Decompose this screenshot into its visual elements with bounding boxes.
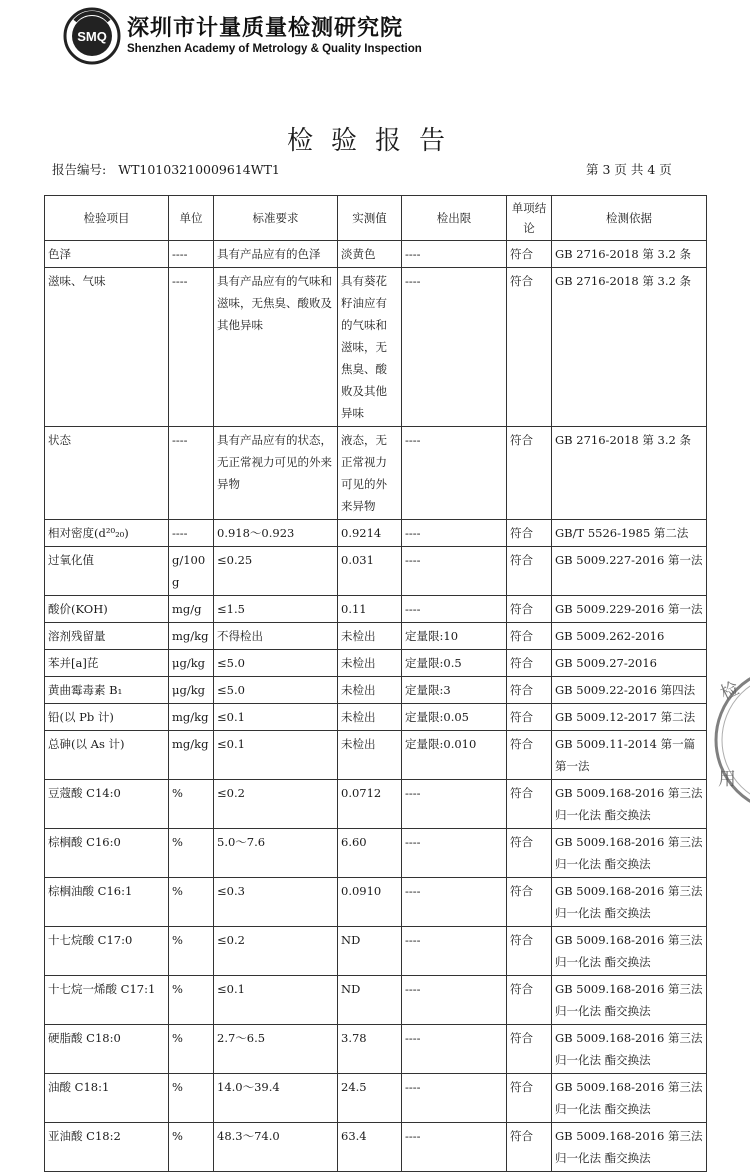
cell-measured: 3.78 (338, 1025, 402, 1074)
cell-measured: 淡黄色 (338, 241, 402, 268)
cell-item: 铅(以 Pb 计) (45, 704, 169, 731)
cell-limit: ---- (402, 1074, 507, 1123)
table-row (45, 927, 707, 976)
cell-basis: GB 2716-2018 第 3.2 条 (552, 241, 707, 268)
inspection-table (44, 195, 707, 1172)
org-name-en: Shenzhen Academy of Metrology & Quality Inspection (127, 43, 422, 55)
cell-limit: ---- (402, 976, 507, 1025)
cell-unit: % (169, 927, 214, 976)
page-indicator: 第 3 页 共 4 页 (586, 162, 672, 177)
cell-limit: ---- (402, 829, 507, 878)
cell-conclusion: 符合 (507, 829, 552, 878)
table-row (45, 520, 707, 547)
cell-conclusion: 符合 (507, 427, 552, 520)
cell-measured: 未检出 (338, 731, 402, 780)
table-row (45, 241, 707, 268)
org-logo (63, 6, 422, 66)
cell-item: 豆蔻酸 C14:0 (45, 780, 169, 829)
cell-basis: GB 5009.168-2016 第三法 归一化法 酯交换法 (552, 927, 707, 976)
cell-limit: 定量限:0.5 (402, 650, 507, 677)
report-number-value: WT10103210009614WT1 (118, 162, 280, 177)
cell-item: 苯并[a]芘 (45, 650, 169, 677)
cell-conclusion: 符合 (507, 704, 552, 731)
logo-abbr: SMQ (77, 29, 107, 44)
cell-basis: GB 2716-2018 第 3.2 条 (552, 268, 707, 427)
cell-item: 相对密度(d²⁰₂₀) (45, 520, 169, 547)
cell-basis: GB 5009.11-2014 第一篇 第一法 (552, 731, 707, 780)
cell-measured: 未检出 (338, 677, 402, 704)
cell-limit: 定量限:3 (402, 677, 507, 704)
table-row (45, 780, 707, 829)
cell-conclusion: 符合 (507, 731, 552, 780)
report-number (52, 160, 280, 178)
cell-unit: % (169, 780, 214, 829)
cell-item: 棕榈油酸 C16:1 (45, 878, 169, 927)
table-row (45, 731, 707, 780)
cell-measured: 24.5 (338, 1074, 402, 1123)
col-header-conclusion: 单项结论 (507, 196, 552, 241)
cell-measured: 0.0910 (338, 878, 402, 927)
report-number-label: 报告编号: (52, 162, 107, 177)
cell-requirement: ≤0.2 (214, 780, 338, 829)
table-row (45, 829, 707, 878)
col-header-basis: 检测依据 (552, 196, 707, 241)
cell-requirement: 具有产品应有的色泽 (214, 241, 338, 268)
cell-basis: GB 5009.168-2016 第三法 归一化法 酯交换法 (552, 829, 707, 878)
cell-unit: μg/kg (169, 650, 214, 677)
table-row (45, 650, 707, 677)
cell-requirement: 具有产品应有的气味和滋味，无焦臭、酸败及其他异味 (214, 268, 338, 427)
table-row (45, 677, 707, 704)
cell-item: 总砷(以 As 计) (45, 731, 169, 780)
cell-requirement: ≤0.1 (214, 704, 338, 731)
cell-basis: GB 5009.227-2016 第一法 (552, 547, 707, 596)
page-title: 检验报告 (286, 126, 463, 156)
cell-measured: 未检出 (338, 623, 402, 650)
cell-unit: % (169, 976, 214, 1025)
cell-item: 亚油酸 C18:2 (45, 1123, 169, 1172)
org-name-cn: 深圳市计量质量检测研究院 (127, 16, 404, 41)
cell-unit: % (169, 829, 214, 878)
col-header-requirement: 标准要求 (214, 196, 338, 241)
cell-limit: ---- (402, 268, 507, 427)
cell-measured: 未检出 (338, 650, 402, 677)
cell-requirement: 2.7～6.5 (214, 1025, 338, 1074)
table-row (45, 1025, 707, 1074)
cell-conclusion: 符合 (507, 241, 552, 268)
table-row (45, 976, 707, 1025)
table-row (45, 1123, 707, 1172)
cell-measured: 6.60 (338, 829, 402, 878)
cell-basis: GB 5009.168-2016 第三法 归一化法 酯交换法 (552, 976, 707, 1025)
cell-limit: ---- (402, 520, 507, 547)
cell-limit: 定量限:10 (402, 623, 507, 650)
cell-requirement: ≤0.25 (214, 547, 338, 596)
cell-basis: GB 5009.262-2016 (552, 623, 707, 650)
cell-basis: GB 5009.168-2016 第三法 归一化法 酯交换法 (552, 1025, 707, 1074)
cell-unit: g/100g (169, 547, 214, 596)
cell-requirement: ≤5.0 (214, 677, 338, 704)
cell-conclusion: 符合 (507, 1123, 552, 1172)
cell-conclusion: 符合 (507, 596, 552, 623)
cell-unit: % (169, 1074, 214, 1123)
col-header-limit: 检出限 (402, 196, 507, 241)
cell-conclusion: 符合 (507, 268, 552, 427)
cell-unit: ---- (169, 268, 214, 427)
cell-measured: 液态，无正常视力可见的外来异物 (338, 427, 402, 520)
table-row (45, 268, 707, 427)
cell-conclusion: 符合 (507, 650, 552, 677)
cell-measured: 63.4 (338, 1123, 402, 1172)
cell-basis: GB 5009.168-2016 第三法 归一化法 酯交换法 (552, 1074, 707, 1123)
col-header-unit: 单位 (169, 196, 214, 241)
cell-basis: GB 2716-2018 第 3.2 条 (552, 427, 707, 520)
table-row (45, 704, 707, 731)
cell-basis: GB 5009.168-2016 第三法 归一化法 酯交换法 (552, 878, 707, 927)
cell-basis: GB 5009.22-2016 第四法 (552, 677, 707, 704)
cell-measured: 0.9214 (338, 520, 402, 547)
cell-requirement: ≤1.5 (214, 596, 338, 623)
cell-requirement: 不得检出 (214, 623, 338, 650)
cell-item: 过氧化值 (45, 547, 169, 596)
cell-unit: % (169, 878, 214, 927)
cell-requirement: 0.918～0.923 (214, 520, 338, 547)
cell-conclusion: 符合 (507, 976, 552, 1025)
cell-conclusion: 符合 (507, 520, 552, 547)
cell-measured: 0.0712 (338, 780, 402, 829)
cell-requirement: 5.0～7.6 (214, 829, 338, 878)
cell-unit: ---- (169, 520, 214, 547)
cell-item: 十七烷酸 C17:0 (45, 927, 169, 976)
cell-limit: ---- (402, 878, 507, 927)
cell-basis: GB 5009.168-2016 第三法 归一化法 酯交换法 (552, 1123, 707, 1172)
cell-limit: ---- (402, 241, 507, 268)
cell-basis: GB/T 5526-1985 第二法 (552, 520, 707, 547)
cell-item: 溶剂残留量 (45, 623, 169, 650)
cell-basis: GB 5009.229-2016 第一法 (552, 596, 707, 623)
cell-unit: mg/kg (169, 704, 214, 731)
cell-limit: ---- (402, 596, 507, 623)
cell-unit: % (169, 1025, 214, 1074)
svg-text:用: 用 (718, 769, 736, 790)
table-row (45, 878, 707, 927)
cell-unit: mg/g (169, 596, 214, 623)
cell-measured: 具有葵花籽油应有的气味和滋味，无焦臭、酸败及其他异味 (338, 268, 402, 427)
cell-limit: ---- (402, 427, 507, 520)
cell-limit: ---- (402, 547, 507, 596)
table-row (45, 547, 707, 596)
cell-measured: 未检出 (338, 704, 402, 731)
cell-conclusion: 符合 (507, 927, 552, 976)
cell-requirement: ≤5.0 (214, 650, 338, 677)
cell-limit: ---- (402, 1123, 507, 1172)
cell-measured: 0.031 (338, 547, 402, 596)
cell-unit: ---- (169, 241, 214, 268)
cell-limit: ---- (402, 780, 507, 829)
cell-item: 油酸 C18:1 (45, 1074, 169, 1123)
table-header-row (45, 196, 707, 241)
cell-requirement: 14.0～39.4 (214, 1074, 338, 1123)
table-row (45, 596, 707, 623)
cell-conclusion: 符合 (507, 623, 552, 650)
cell-limit: 定量限:0.05 (402, 704, 507, 731)
cell-basis: GB 5009.12-2017 第二法 (552, 704, 707, 731)
cell-conclusion: 符合 (507, 1074, 552, 1123)
table-row (45, 427, 707, 520)
cell-basis: GB 5009.168-2016 第三法 归一化法 酯交换法 (552, 780, 707, 829)
cell-item: 黄曲霉毒素 B₁ (45, 677, 169, 704)
table-row (45, 623, 707, 650)
col-header-item: 检验项目 (45, 196, 169, 241)
cell-requirement: ≤0.1 (214, 976, 338, 1025)
cell-conclusion: 符合 (507, 547, 552, 596)
cell-unit: mg/kg (169, 731, 214, 780)
cell-conclusion: 符合 (507, 677, 552, 704)
smq-emblem-icon (63, 7, 121, 65)
cell-limit: ---- (402, 1025, 507, 1074)
cell-limit: ---- (402, 927, 507, 976)
cell-limit: 定量限:0.010 (402, 731, 507, 780)
cell-requirement: ≤0.1 (214, 731, 338, 780)
cell-conclusion: 符合 (507, 878, 552, 927)
cell-conclusion: 符合 (507, 780, 552, 829)
cell-item: 滋味、气味 (45, 268, 169, 427)
cell-item: 十七烷一烯酸 C17:1 (45, 976, 169, 1025)
cell-item: 酸价(KOH) (45, 596, 169, 623)
cell-item: 硬脂酸 C18:0 (45, 1025, 169, 1074)
cell-item: 色泽 (45, 241, 169, 268)
cell-measured: ND (338, 976, 402, 1025)
cell-item: 状态 (45, 427, 169, 520)
cell-measured: ND (338, 927, 402, 976)
cell-requirement: 48.3～74.0 (214, 1123, 338, 1172)
col-header-measured: 实测值 (338, 196, 402, 241)
cell-unit: % (169, 1123, 214, 1172)
cell-requirement: ≤0.2 (214, 927, 338, 976)
cell-basis: GB 5009.27-2016 (552, 650, 707, 677)
inspection-seal-stamp (708, 660, 750, 820)
svg-text:检: 检 (717, 677, 743, 705)
cell-unit: ---- (169, 427, 214, 520)
cell-requirement: ≤0.3 (214, 878, 338, 927)
cell-measured: 0.11 (338, 596, 402, 623)
cell-unit: mg/kg (169, 623, 214, 650)
cell-requirement: 具有产品应有的状态，无正常视力可见的外来异物 (214, 427, 338, 520)
cell-item: 棕榈酸 C16:0 (45, 829, 169, 878)
table-body (45, 241, 707, 1172)
cell-conclusion: 符合 (507, 1025, 552, 1074)
table-row (45, 1074, 707, 1123)
cell-unit: μg/kg (169, 677, 214, 704)
